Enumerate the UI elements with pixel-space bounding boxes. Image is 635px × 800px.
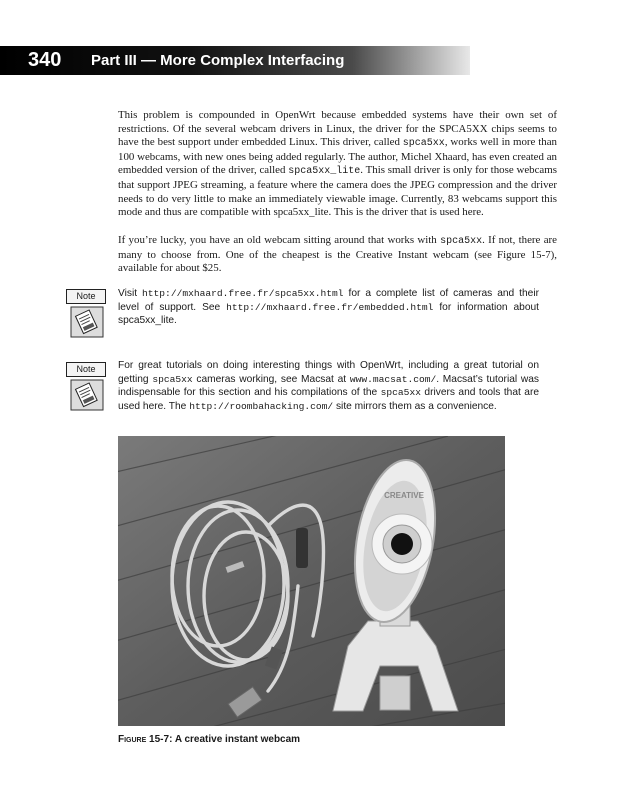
note-text: Visit http://mxhaard.free.fr/spca5xx.html for a complete list of cameras and their level of support. See http://mxhaard.free.fr/embedded.html for information about spca5xx_lite. <box>118 288 539 327</box>
url-link[interactable]: www.macsat.com/ <box>349 373 437 385</box>
caption-text: A creative instant webcam <box>174 734 301 745</box>
code-spca5xx-lite: spca5xx_lite <box>288 166 361 178</box>
code-spca5xx: spca5xx <box>440 236 483 247</box>
note-icon <box>70 306 104 338</box>
part-title: Part III — More Complex Interfacing <box>91 52 345 69</box>
page-number: 340 <box>28 49 62 71</box>
page-header-bar <box>0 46 470 75</box>
url-link[interactable]: http://mxhaard.free.fr/spca5xx.html <box>142 288 344 299</box>
url-link[interactable]: http://mxhaard.free.fr/embedded.html <box>226 301 434 313</box>
note-text: For great tutorials on doing interesting things with OpenWrt, including a great tutorial on getting spca5xx cameras working, see Macsat at www.macsat.com/. Macsat’s tutorial was indispensable for this section and his compilations of the spca5xx drivers and tools that are used here. The http://roombahacking.com/ site mirrors them as a convenience. <box>118 360 540 412</box>
webcam-photo <box>118 436 505 726</box>
brand-label: CREATIVE <box>384 491 424 500</box>
note-badge <box>66 362 106 416</box>
note-badge <box>66 289 106 343</box>
figure-label: Figure 15-7: <box>118 734 173 745</box>
note-label: Note <box>66 362 106 377</box>
note-icon <box>70 379 104 411</box>
url-link[interactable]: http://roombahacking.com/ <box>189 400 334 412</box>
figure-caption <box>118 734 300 745</box>
note-label: Note <box>66 289 106 304</box>
body-paragraph: If you’re lucky, you have an old webcam sitting around that works with spca5xx. If not, there are many to choose from. One of the cheapest is the Creative Instant webcam (see Figure 15-7), available for about $25. <box>118 234 557 275</box>
body-paragraph: This problem is compounded in OpenWrt because embedded systems have their own set of restrictions. Of the several webcam drivers in Linux, the driver for the SPCA5XX chips seems to have the best support under embedded Linux. This driver, called spca5xx, works well in more than 100 webcams, with new ones being added regularly. The author, Michel Xhaard, has even created an embedded version of the driver, called spca5xx_lite. This small driver is only for those webcams that support JPEG streaming, a feature where the camera does the JPEG compression and the driver needs to do very little to make an immediately viewable image. Currently, 83 webcams support this mode and thus are compatible with spca5xx_lite. This is the driver that is used here. <box>118 109 557 219</box>
code-spca5xx: spca5xx <box>380 387 421 399</box>
code-spca5xx: spca5xx <box>152 373 193 385</box>
code-spca5xx: spca5xx <box>402 138 445 150</box>
